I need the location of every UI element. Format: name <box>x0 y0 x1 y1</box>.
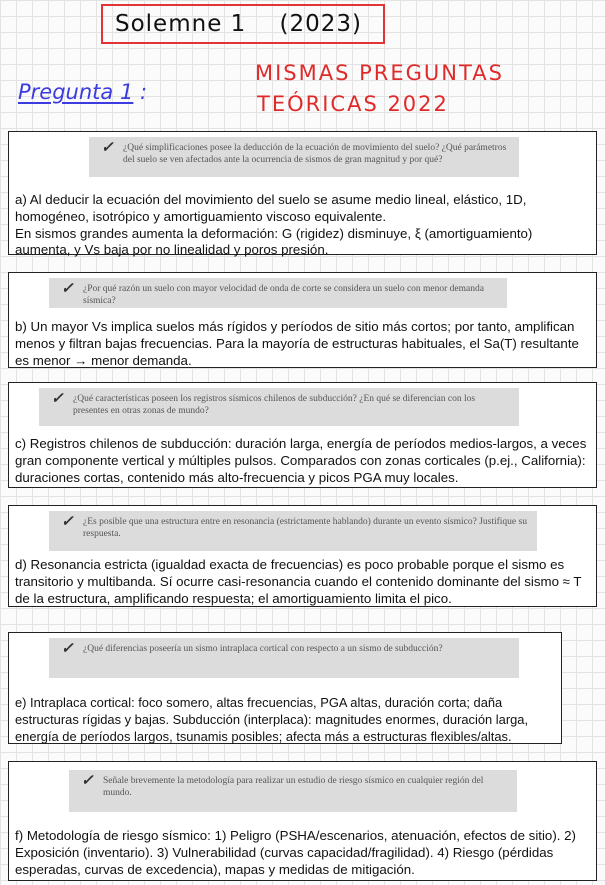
pregunta-label-text: Pregunta 1 <box>18 80 134 104</box>
answer-d: d) Resonancia estricta (igualdad exacta de frecuencias) es poco probable porque el sismo es transitorio y multibanda. Sí ocurre casi-resonancia cuando el contenido dominante del sismo ≈ T de la estructura, amplificando respuesta; el amortiguamiento limita el pico. <box>15 557 582 606</box>
answer-a: a) Al deducir la ecuación del movimiento del suelo se asume medio lineal, elástico, 1D, homogéneo, isotrópico y amortiguamiento viscoso equivalente. En sismos grandes aumenta la deformación: G (rigidez) disminuye, ξ (amortiguamiento) aumenta, y Vs baja por no linealidad y poros presión. <box>15 192 533 258</box>
question-card-c <box>8 382 597 488</box>
check-mark-icon: ✓ <box>51 391 64 407</box>
question-card-e <box>8 632 562 744</box>
exam-title: Solemne 1 (2023) <box>101 4 385 44</box>
question-image-c <box>39 388 519 426</box>
question-text-a: ¿Qué simplificaciones posee la deducción de la ecuación de movimiento del suelo? ¿Qué parámetros del suelo se ven afectados ante la ocurrencia de sismos de gran magnitud y por qué? <box>123 143 507 165</box>
pregunta-colon: : <box>140 80 148 104</box>
question-text-b: ¿Por qué razón un suelo con mayor velocidad de onda de corte se considera un suelo con menor demanda sísmica? <box>83 284 484 306</box>
check-mark-icon: ✓ <box>61 281 74 297</box>
question-image-a <box>89 137 519 177</box>
question-image-e <box>49 638 519 678</box>
question-card-a <box>8 131 597 258</box>
question-image-b <box>49 278 507 308</box>
question-text-e: ¿Qué diferencias poseería un sismo intraplaca cortical con respecto a un sismo de subducción? <box>83 644 443 654</box>
question-image-f <box>69 770 517 812</box>
check-mark-icon: ✓ <box>101 140 114 156</box>
check-mark-icon: ✓ <box>61 641 74 657</box>
check-mark-icon: ✓ <box>81 773 94 789</box>
note-line-1: MISMAS PREGUNTAS <box>255 61 504 85</box>
question-text-c: ¿Qué características poseen los registros sísmicos chilenos de subducción? ¿En qué se diferencian con los presentes en otras zonas de mundo? <box>73 394 476 416</box>
note-line-2: TEÓRICAS 2022 <box>257 92 449 116</box>
check-mark-icon: ✓ <box>61 514 74 530</box>
question-card-d <box>8 505 597 607</box>
question-card-f <box>8 761 597 881</box>
question-card-b <box>8 272 597 368</box>
answer-f: f) Metodología de riesgo sísmico: 1) Peligro (PSHA/escenarios, atenuación, efectos de sitio). 2) Exposición (inventario). 3) Vulnerabilidad (curvas capacidad/fragilidad). 4) Riesgo (pérdidas esperadas, curvas de excedencia), mapas y medidas de mitigación. <box>15 828 576 877</box>
question-text-d: ¿Es posible que una estructura entre en resonancia (estrictamente hablando) durante un evento sísmico? Justifique su respuesta. <box>83 517 527 539</box>
answer-b: b) Un mayor Vs implica suelos más rígidos y períodos de sitio más cortos; por tanto, amplifican menos y filtran bajas frecuencias. Para la mayoría de estructuras habituales, el Sa(T) resultante es menor → menor demanda. <box>15 319 579 368</box>
answer-c: c) Registros chilenos de subducción: duración larga, energía de períodos medios-largos, a veces gran componente vertical y múltiples pulsos. Comparados con zonas corticales (p.ej., California): duraciones cortas, contenido más alto-frecuencia y picos PGA muy locales. <box>15 436 587 485</box>
question-text-f: Señale brevemente la metodología para realizar un estudio de riesgo sísmico en cualquier región del mundo. <box>103 776 484 798</box>
question-image-d <box>49 511 537 551</box>
pregunta-label <box>18 80 147 104</box>
handwritten-note <box>255 58 555 120</box>
answer-e: e) Intraplaca cortical: foco somero, altas frecuencias, PGA altas, duración corta; daña estructuras rígidas y bajas. Subducción (interplaca): magnitudes enormes, duración larga, energía de períodos largos, tsunamis posibles; afecta más a estructuras flexibles/altas. <box>15 695 529 744</box>
